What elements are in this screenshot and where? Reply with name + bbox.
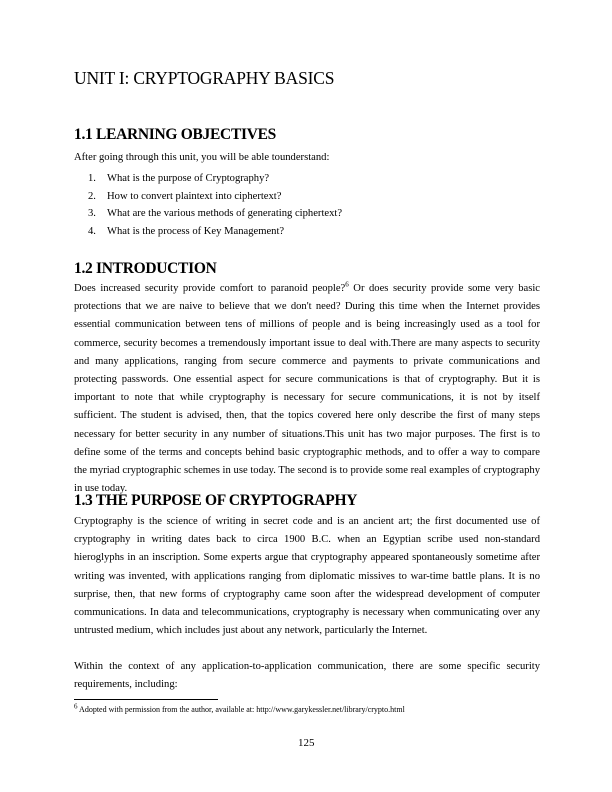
list-item-number: 3. [88, 208, 96, 220]
introduction-text-rest: Or does security provide some very basic protections that we are naive to believe that we don't need? During this time when the Internet provides essential communication between tens of millions of people and is being increasingly used as a tool for commerce, security becomes a tremendously important issue to deal with.There are many aspects to security and many applications, ranging from secure commerce and payments to private communications and protecting passwords. One essential aspect for secure communications is that of cryptography. But it is important to note that while cryptography is necessary for secure communications, it is not by itself sufficient. The student is advised, then, that the topics covered here only describe the first of many steps necessary for better security in any number of situations.This unit has two major purposes. The first is to define some of the terms and concepts behind basic cryptographic methods, and to offer a way to compare the myriad cryptographic schemes in use today. The second is to provide some real examples of cryptography in use today. [74, 283, 540, 495]
introduction-heading: 1.2 INTRODUCTION [74, 260, 217, 277]
footnote [74, 702, 405, 714]
list-item-number: 2. [88, 190, 96, 202]
purpose-paragraph-1: Cryptography is the science of writing in secret code and is an ancient art; the first documented use of cryptography in writing dates back to circa 1900 B.C. when an Egyptian scribe used non-standard hieroglyphs in an inscription. Some experts argue that cryptography appeared spontaneously sometime after writing was invented, with applications ranging from diplomatic missives to war-time battle plans. It is no surprise, then, that new forms of cryptography came soon after the widespread development of computer communications. In data and telecommunications, cryptography is necessary when communicating over any untrusted medium, which includes just about any network, particularly the Internet. [74, 516, 540, 637]
list-item-text: How to convert plaintext into ciphertext? [107, 190, 282, 202]
footnote-marker: 6 [74, 702, 78, 711]
page-number: 125 [298, 737, 315, 749]
purpose-heading: 1.3 THE PURPOSE OF CRYPTOGRAPHY [74, 492, 358, 509]
introduction-paragraph [74, 280, 540, 498]
list-item [74, 170, 342, 188]
list-item-text: What is the purpose of Cryptography? [107, 173, 270, 184]
unit-title: UNIT I: CRYPTOGRAPHY BASICS [74, 68, 335, 88]
list-item [74, 223, 342, 241]
objectives-intro: After going through this unit, you will be able tounderstand: [74, 152, 330, 163]
footnote-divider [74, 699, 218, 700]
objectives-list [74, 170, 342, 240]
purpose-paragraph-2: Within the context of any application-to-application communication, there are some specific security requirements, including: [74, 661, 540, 691]
objectives-heading: 1.1 LEARNING OBJECTIVES [74, 126, 276, 143]
introduction-text-start: Does increased security provide comfort to paranoid people? [74, 283, 346, 294]
list-item-number: 4. [88, 225, 96, 237]
list-item-text: What is the process of Key Management? [107, 225, 285, 237]
list-item-text: What are the various methods of generating ciphertext? [107, 208, 343, 220]
footnote-reference: 6 [345, 280, 349, 289]
list-item [74, 188, 342, 206]
list-item [74, 205, 342, 223]
footnote-text: Adopted with permission from the author, available at: http://www.garykessler.net/library/crypto.html [77, 705, 405, 714]
list-item-number: 1. [88, 173, 96, 184]
